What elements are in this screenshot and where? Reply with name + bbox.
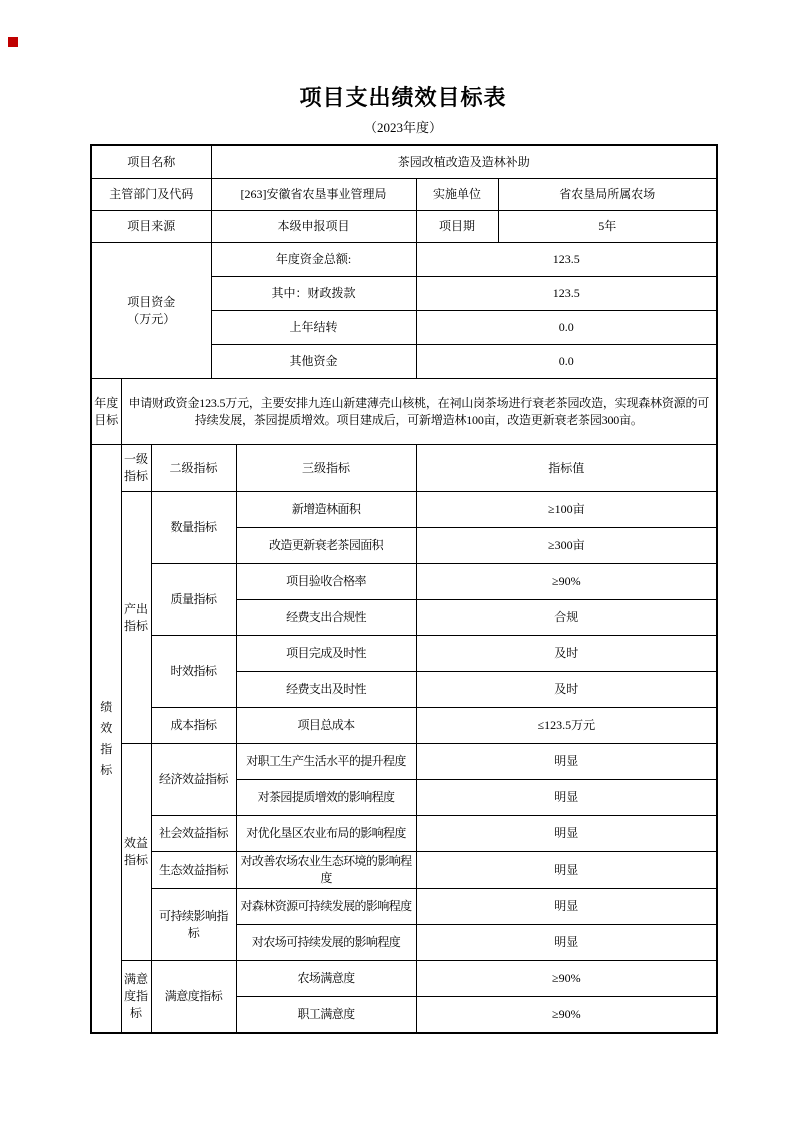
level3-indicator: 改造更新衰老茶园面积: [236, 528, 416, 564]
level3-indicator: 农场满意度: [236, 961, 416, 997]
level3-indicator: 经费支出合规性: [236, 600, 416, 636]
page-subtitle: （2023年度）: [363, 120, 442, 135]
level2-satisfaction: 满意度指标: [151, 961, 236, 1034]
dept-label: 主管部门及代码: [91, 179, 211, 211]
level2-cost: 成本指标: [151, 708, 236, 744]
indicator-value: 及时: [416, 636, 717, 672]
level3-indicator: 项目总成本: [236, 708, 416, 744]
indicator-value: 明显: [416, 889, 717, 925]
header-level2: 二级指标: [151, 445, 236, 492]
indicator-value: 明显: [416, 925, 717, 961]
level3-indicator: 经费支出及时性: [236, 672, 416, 708]
indicator-value: 明显: [416, 744, 717, 780]
indicator-row: [91, 852, 717, 889]
page-title: 项目支出绩效目标表: [299, 85, 507, 110]
indicator-value: ≥100亩: [416, 492, 717, 528]
header-value: 指标值: [416, 445, 717, 492]
header-level3: 三级指标: [236, 445, 416, 492]
page-marker: [8, 37, 18, 47]
level3-indicator: 项目验收合格率: [236, 564, 416, 600]
level2-quantity: 数量指标: [151, 492, 236, 564]
level2-social: 社会效益指标: [151, 816, 236, 852]
indicator-row: [91, 961, 717, 997]
level3-indicator: 对优化垦区农业布局的影响程度: [236, 816, 416, 852]
fund-item-value: 123.5: [416, 243, 717, 277]
level3-indicator: 对茶园提质增效的影响程度: [236, 780, 416, 816]
level1-benefit: 效益指标: [121, 744, 151, 961]
source-value: 本级申报项目: [211, 211, 416, 243]
annual-goal-row: [91, 379, 717, 445]
indicator-row: [91, 816, 717, 852]
fund-item-label: 年度资金总额:: [211, 243, 416, 277]
performance-target-table: [90, 144, 718, 1034]
indicator-value: 及时: [416, 672, 717, 708]
level2-timeliness: 时效指标: [151, 636, 236, 708]
fund-item-value: 123.5: [416, 277, 717, 311]
level3-indicator: 项目完成及时性: [236, 636, 416, 672]
funds-label-line1: 项目资金: [127, 294, 176, 309]
level3-indicator: 对职工生产生活水平的提升程度: [236, 744, 416, 780]
perf-side-label: [91, 445, 121, 1034]
fund-item-value: 0.0: [416, 311, 717, 345]
indicator-value: 明显: [416, 780, 717, 816]
indicator-value: 明显: [416, 852, 717, 889]
fund-item-label: 上年结转: [211, 311, 416, 345]
header-level1: 一级指标: [121, 445, 151, 492]
impl-unit-label: 实施单位: [416, 179, 498, 211]
indicator-value: ≤123.5万元: [416, 708, 717, 744]
level3-indicator: 对农场可持续发展的影响程度: [236, 925, 416, 961]
indicator-value: 合规: [416, 600, 717, 636]
project-name-label: 项目名称: [91, 145, 211, 179]
document-body: [90, 0, 716, 1034]
level2-quality: 质量指标: [151, 564, 236, 636]
level1-output: 产出指标: [121, 492, 151, 744]
funds-row: [91, 243, 717, 277]
annual-goal-text: 申请财政资金123.5万元，主要安排九连山新建薄壳山核桃，在祠山岗茶场进行衰老茶园改造，实现森林资源的可持续发展，茶园提质增效。项目建成后，可新增造林100亩，改造更新衰老茶园300亩。: [121, 379, 717, 445]
indicator-value: ≥90%: [416, 961, 717, 997]
level3-indicator: 对改善农场农业生态环境的影响程度: [236, 852, 416, 889]
level2-economic: 经济效益指标: [151, 744, 236, 816]
level3-indicator: 职工满意度: [236, 997, 416, 1034]
fund-item-label: 其中：财政拨款: [211, 277, 416, 311]
level3-indicator: 新增造林面积: [236, 492, 416, 528]
level1-satisfaction: 满意度指标: [121, 961, 151, 1034]
fund-item-value: 0.0: [416, 345, 717, 379]
funds-label: [91, 243, 211, 379]
project-name-value: 茶园改植改造及造林补助: [211, 145, 717, 179]
period-value: 5年: [498, 211, 717, 243]
indicator-row: [91, 636, 717, 672]
impl-unit-value: 省农垦局所属农场: [498, 179, 717, 211]
indicator-value: ≥300亩: [416, 528, 717, 564]
table-row: [91, 145, 717, 179]
indicator-row: [91, 708, 717, 744]
annual-goal-label: 年度目标: [91, 379, 121, 445]
indicator-header-row: [91, 445, 717, 492]
indicator-row: [91, 889, 717, 925]
period-label: 项目期: [416, 211, 498, 243]
indicator-value: ≥90%: [416, 997, 717, 1034]
perf-side-label-text: 绩效指标: [100, 699, 113, 777]
indicator-row: [91, 744, 717, 780]
indicator-value: ≥90%: [416, 564, 717, 600]
level3-indicator: 对森林资源可持续发展的影响程度: [236, 889, 416, 925]
indicator-row: [91, 492, 717, 528]
funds-label-line2: （万元）: [127, 311, 176, 326]
source-label: 项目来源: [91, 211, 211, 243]
indicator-value: 明显: [416, 816, 717, 852]
level2-ecological: 生态效益指标: [151, 852, 236, 889]
level2-sustainable: 可持续影响指标: [151, 889, 236, 961]
indicator-row: [91, 564, 717, 600]
table-row: [91, 179, 717, 211]
fund-item-label: 其他资金: [211, 345, 416, 379]
table-row: [91, 211, 717, 243]
dept-value: [263]安徽省农垦事业管理局: [211, 179, 416, 211]
